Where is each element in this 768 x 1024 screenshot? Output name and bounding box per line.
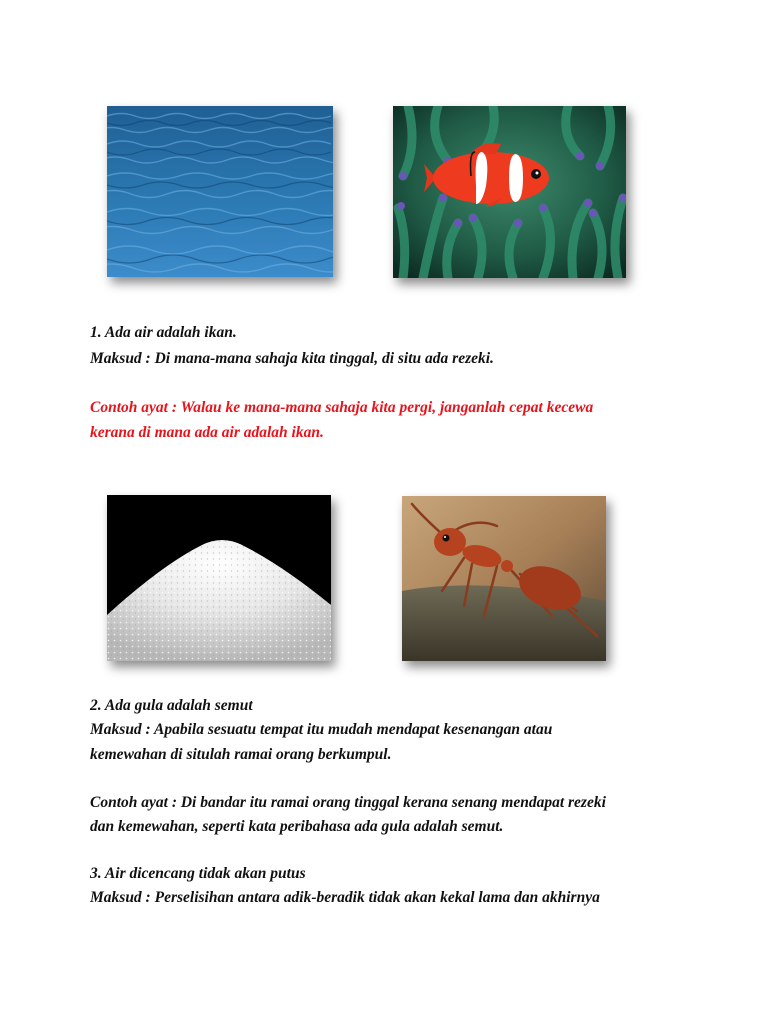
section-2-example-line-1: Contoh ayat : Di bandar itu ramai orang tinggal kerana senang mendapat rezeki xyxy=(90,794,606,811)
ant-photo xyxy=(402,496,606,661)
section-3-title: 3. Air dicencang tidak akan putus xyxy=(90,865,306,882)
water-photo xyxy=(107,106,333,277)
section-2-title: 2. Ada gula adalah semut xyxy=(90,697,253,714)
section-2-example-line-2: dan kemewahan, seperti kata peribahasa ada gula adalah semut. xyxy=(90,818,504,835)
section-2-meaning-line-1: Maksud : Apabila sesuatu tempat itu mudah mendapat kesenangan atau xyxy=(90,721,553,738)
section-2-meaning-line-2: kemewahan di situlah ramai orang berkumpul. xyxy=(90,746,392,763)
section-1-title: 1. Ada air adalah ikan. xyxy=(90,324,237,341)
section-1-meaning: Maksud : Di mana-mana sahaja kita tinggal, di situ ada rezeki. xyxy=(90,350,494,367)
section-1-example-line-1: Contoh ayat : Walau ke mana-mana sahaja kita pergi, janganlah cepat kecewa xyxy=(90,399,594,416)
section-3-meaning-line-1: Maksud : Perselisihan antara adik-beradik tidak akan kekal lama dan akhirnya xyxy=(90,889,600,906)
section-1-example-line-2: kerana di mana ada air adalah ikan. xyxy=(90,424,324,441)
sugar-photo xyxy=(107,495,331,661)
clownfish-photo xyxy=(393,106,626,278)
